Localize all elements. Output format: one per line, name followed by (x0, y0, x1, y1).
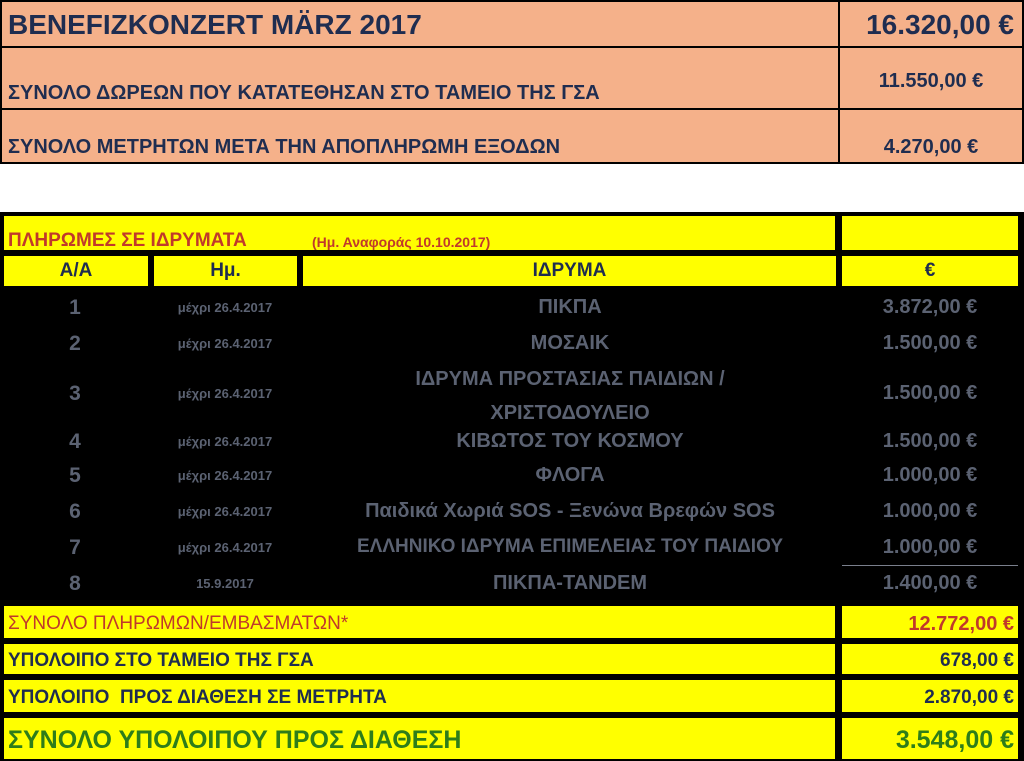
table-row (0, 494, 1024, 530)
payments-total-value-cell (840, 604, 1020, 640)
row-number: 8 (69, 572, 81, 595)
row-amount: 3.872,00 € (882, 296, 978, 318)
row-amount: 1.000,00 € (882, 536, 978, 558)
balance-gsa-label-cell (2, 642, 837, 676)
row-date: μέχρι 26.4.2017 (177, 300, 273, 315)
spacer-row (0, 164, 1024, 212)
row-amount: 1.500,00 € (882, 382, 978, 404)
balance-gsa-value: 678,00 € (940, 650, 1014, 671)
payments-total-value: 12.772,00 € (908, 613, 1014, 635)
balance-gsa-label: ΥΠΟΛΟΙΠΟ ΣΤΟ ΤΑΜΕΙΟ ΤΗΣ ΓΣΑ (8, 650, 314, 671)
table-row (0, 566, 1024, 602)
row-number: 4 (69, 430, 81, 453)
payments-total-label: ΣΥΝΟΛΟ ΠΛΗΡΩΜΩΝ/ΕΜΒΑΣΜΑΤΩΝ* (8, 613, 349, 634)
payments-title: ΠΛΗΡΩΜΕΣ ΣΕ ΙΔΡΥΜΑΤΑ (8, 230, 247, 251)
cash-value: 4.270,00 € (883, 136, 979, 158)
balance-cash-label: ΥΠΟΛΟΙΠΟ ΠΡΟΣ ΔΙΑΘΕΣΗ ΣΕ ΜΕΤΡΗΤΑ (8, 687, 387, 708)
concert-title: BENEFIZKONZERT MÄRZ 2017 (8, 9, 422, 40)
row-date: 15.9.2017 (196, 576, 254, 591)
grand-total-label: ΣΥΝΟΛΟ ΥΠΟΛΟΙΠΟΥ ΠΡΟΣ ΔΙΑΘΕΣΗ (8, 726, 462, 754)
row-amount: 1.500,00 € (882, 332, 978, 354)
row-foundation: ΦΛΟΓΑ (535, 464, 605, 486)
cash-value-cell (838, 108, 1024, 164)
row-number: 7 (69, 536, 81, 559)
row-amount: 1.400,00 € (882, 572, 978, 594)
balance-cash-value: 2.870,00 € (924, 687, 1014, 708)
row-number: 2 (69, 332, 81, 355)
row-amount: 1.500,00 € (882, 430, 978, 452)
payments-total-label-cell (2, 604, 837, 640)
row-date: μέχρι 26.4.2017 (177, 504, 273, 519)
donations-label-cell (0, 46, 840, 110)
payments-title-empty-cell (840, 214, 1020, 252)
row-date: μέχρι 26.4.2017 (177, 540, 273, 555)
row-foundation: ΠΙΚΠΑ-TANDEM (492, 572, 648, 594)
table-row (0, 530, 1024, 566)
row-number: 1 (69, 296, 81, 319)
col-header-foundation: ΙΔΡΥΜΑ (301, 254, 838, 288)
cash-label: ΣΥΝΟΛΟ ΜΕΤΡΗΤΩΝ ΜΕΤΑ ΤΗΝ ΑΠΟΠΛΗΡΩΜΗ ΕΞΟΔΩΝ (8, 136, 561, 158)
payments-subtitle: (Ημ. Αναφοράς 10.10.2017) (312, 234, 491, 250)
table-row (0, 290, 1024, 326)
row-foundation: ΜΟΣΑΙΚ (530, 332, 610, 354)
donations-value-cell (838, 46, 1024, 110)
row-number: 5 (69, 464, 81, 487)
row-number: 3 (69, 382, 81, 405)
balance-gsa-value-cell (840, 642, 1020, 676)
row-amount: 1.000,00 € (882, 500, 978, 522)
table-row (0, 460, 1024, 494)
grand-total-value: 3.548,00 € (895, 726, 1014, 754)
row-amount: 1.000,00 € (882, 464, 978, 486)
balance-cash-label-cell (2, 678, 837, 714)
col-header-amount: € (840, 254, 1020, 288)
balance-cash-value-cell (840, 678, 1020, 714)
table-row (0, 326, 1024, 362)
col-header-date: Ημ. (152, 254, 299, 288)
grand-total-label-cell (2, 716, 837, 761)
payments-title-cell (2, 214, 837, 252)
row-number: 6 (69, 500, 81, 523)
row-foundation: Παιδικά Χωριά SOS - Ξενώνα Βρεφών SOS (365, 500, 775, 522)
donations-value: 11.550,00 € (878, 70, 984, 92)
grand-total-value-cell (840, 716, 1020, 761)
row-date: μέχρι 26.4.2017 (177, 336, 273, 351)
row-date: μέχρι 26.4.2017 (177, 386, 273, 401)
cash-label-cell (0, 108, 840, 164)
donations-label: ΣΥΝΟΛΟ ΔΩΡΕΩΝ ΠΟΥ ΚΑΤΑΤΕΘΗΣΑΝ ΣΤΟ ΤΑΜΕΙΟ ΤΗΣ ΓΣΑ (8, 82, 600, 104)
table-row (0, 362, 1024, 426)
table-row (0, 426, 1024, 460)
row-date: μέχρι 26.4.2017 (177, 468, 273, 483)
title-cell (0, 0, 840, 48)
row-foundation: ΙΔΡΥΜΑ ΠΡΟΣΤΑΣΙΑΣ ΠΑΙΔΙΩΝ / ΧΡΙΣΤΟΔΟΥΛΕΙΟ (415, 368, 725, 424)
total-cell (838, 0, 1024, 48)
concert-total: 16.320,00 € (866, 9, 1014, 40)
row-foundation: ΠΙΚΠΑ (538, 296, 602, 318)
row-date: μέχρι 26.4.2017 (177, 434, 273, 449)
row-foundation: ΚΙΒΩΤΟΣ ΤΟΥ ΚΟΣΜΟΥ (456, 430, 684, 452)
col-header-num: Α/Α (2, 254, 150, 288)
row-foundation: ΕΛΛΗΝΙΚΟ ΙΔΡΥΜΑ ΕΠΙΜΕΛΕΙΑΣ ΤΟΥ ΠΑΙΔΙΟΥ (357, 536, 783, 557)
